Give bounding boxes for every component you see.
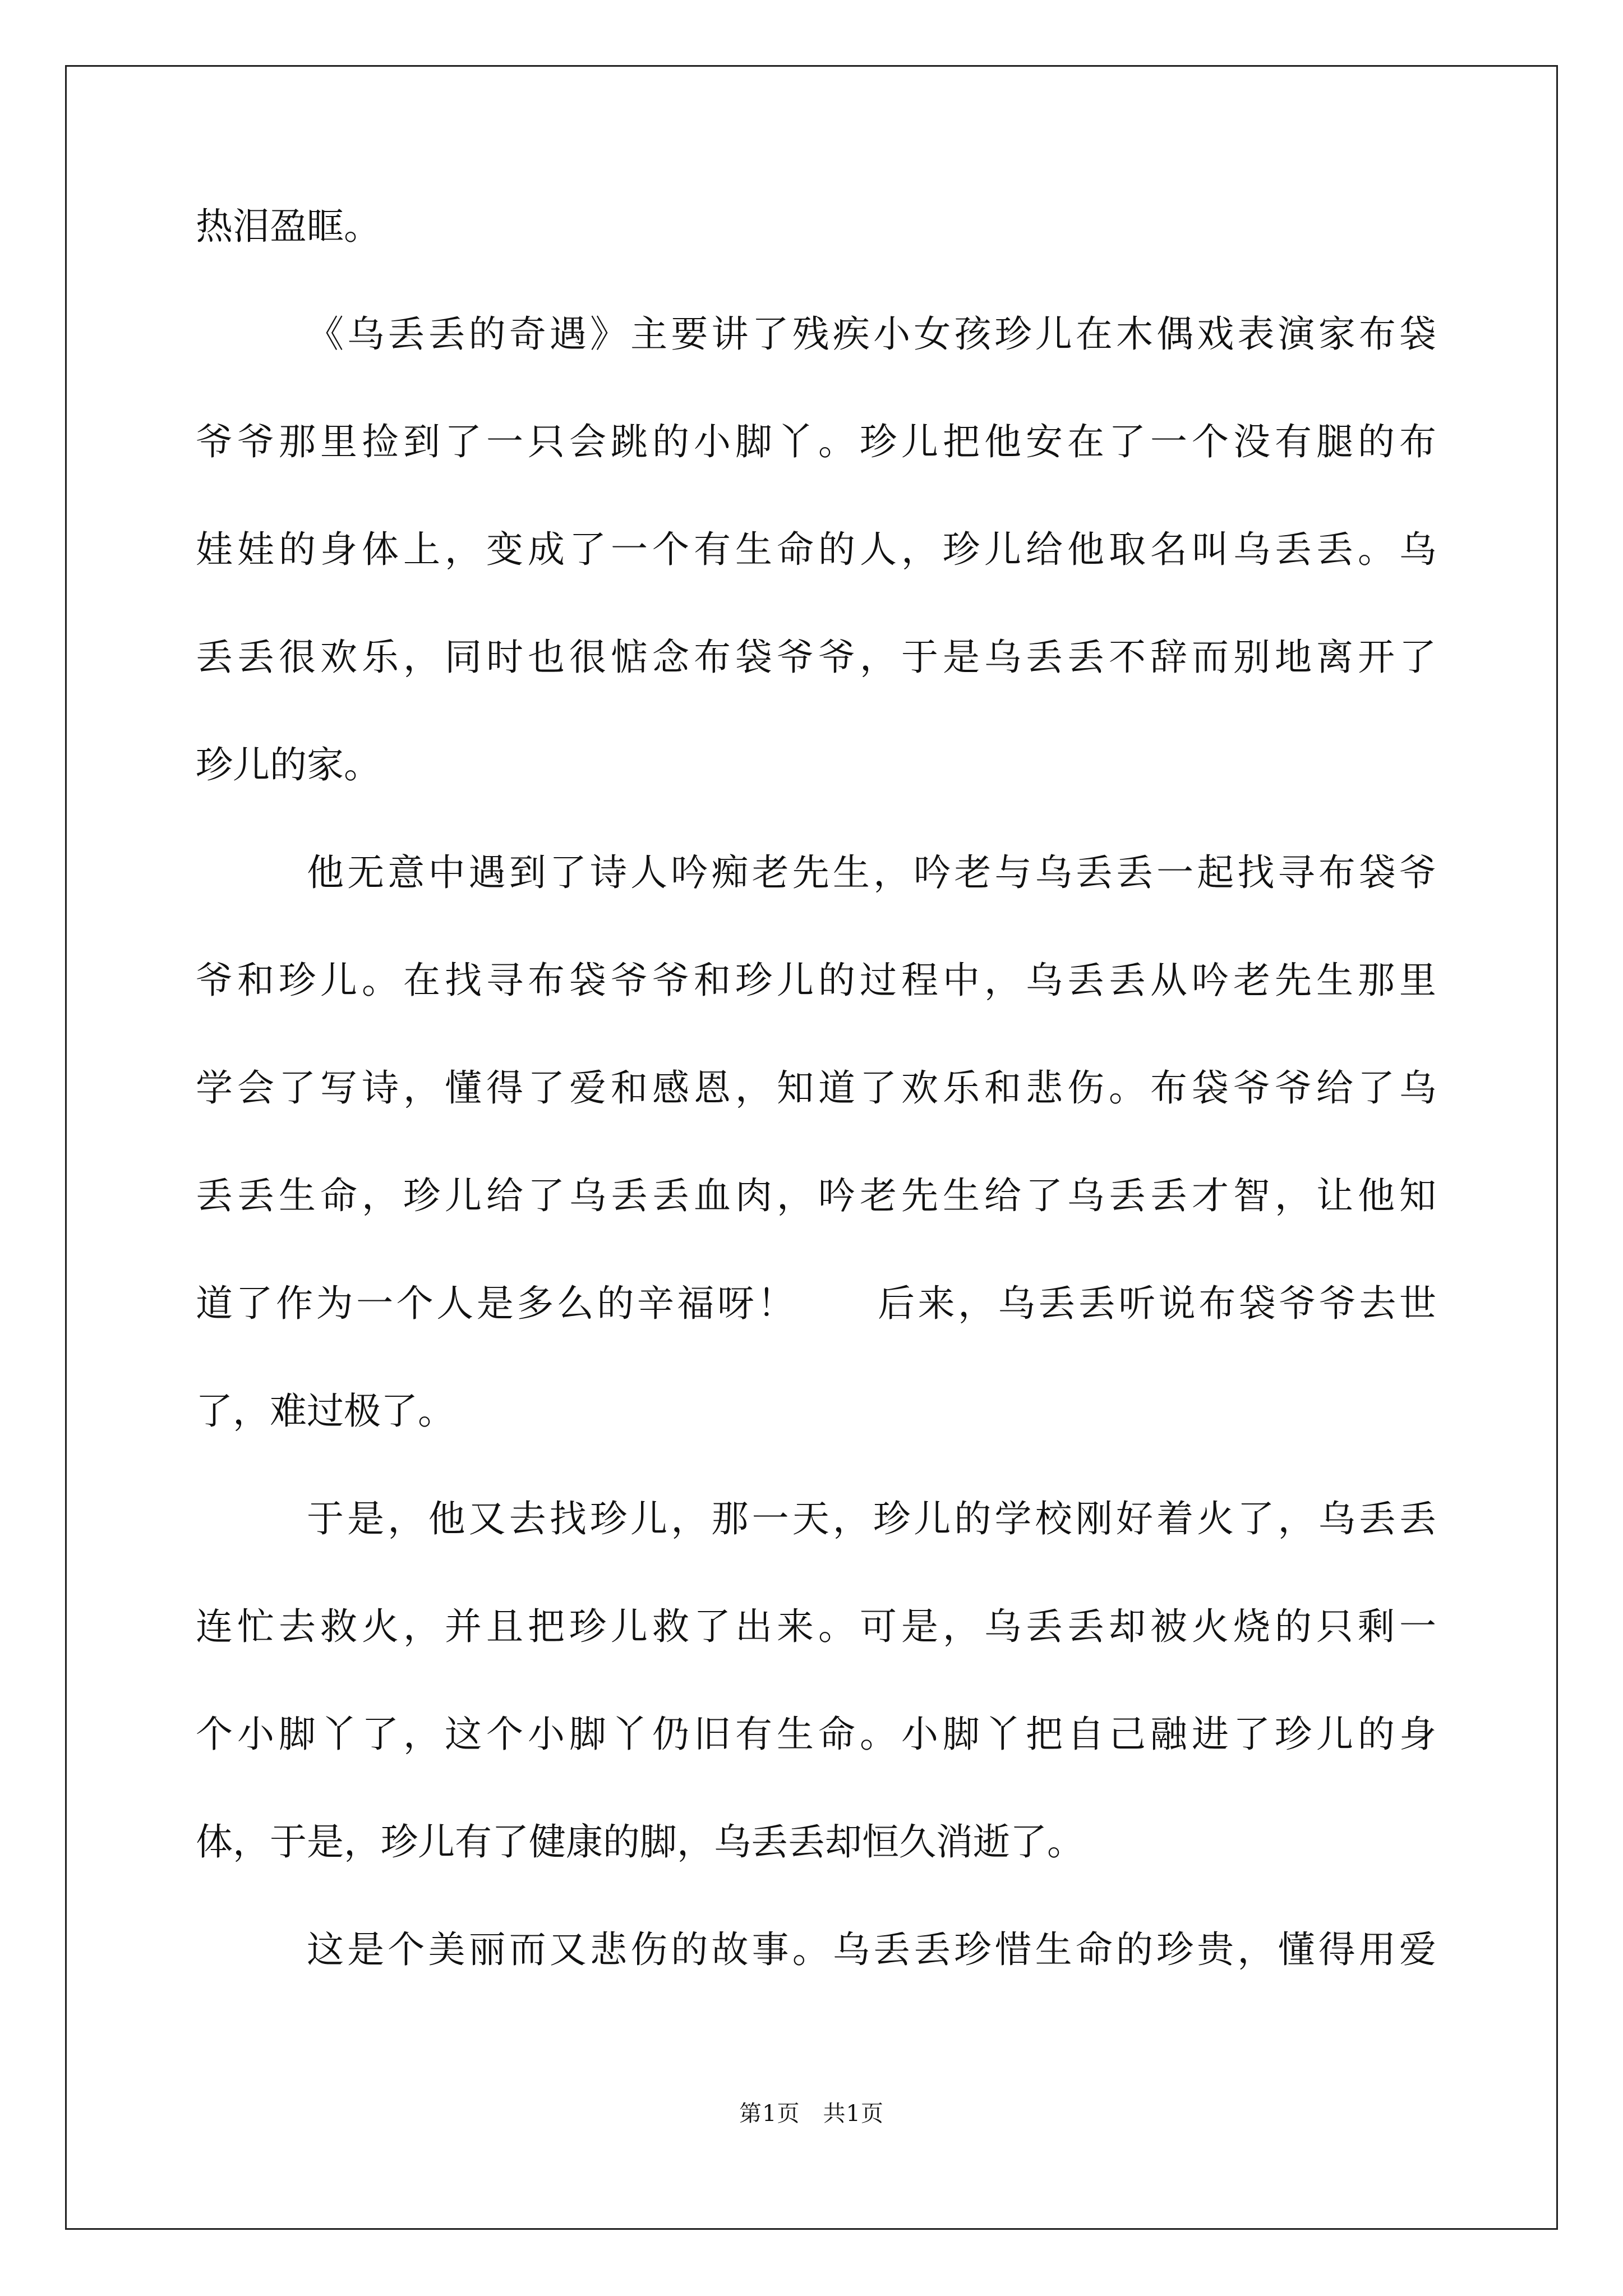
text-line: 丢丢很欢乐，同时也很惦念布袋爷爷，于是乌丢丢不辞而别地离开了 [196, 636, 1436, 679]
text-line: 爷和珍儿。在找寻布袋爷爷和珍儿的过程中，乌丢丢从吟老先生那里 [196, 959, 1436, 1002]
text-line: 爷爷那里捡到了一只会跳的小脚丫。珍儿把他安在了一个没有腿的布 [196, 420, 1436, 463]
text-line: 珍儿的家。 [196, 743, 381, 786]
text-line: 道了作为一个人是多么的辛福呀！ 后来，乌丢丢听说布袋爷爷去世 [196, 1282, 1436, 1325]
text-line: 个小脚丫了，这个小脚丫仍旧有生命。小脚丫把自己融进了珍儿的身 [196, 1713, 1436, 1756]
text-line: 了，难过极了。 [196, 1389, 455, 1433]
text-line: 体，于是，珍儿有了健康的脚，乌丢丢却恒久消逝了。 [196, 1820, 1084, 1864]
text-line: 于是，他又去找珍儿，那一天，珍儿的学校刚好着火了，乌丢丢 [307, 1497, 1436, 1540]
text-line: 《乌丢丢的奇遇》主要讲了残疾小女孩珍儿在木偶戏表演家布袋 [307, 312, 1436, 356]
text-line: 连忙去救火，并且把珍儿救了出来。可是，乌丢丢却被火烧的只剩一 [196, 1605, 1436, 1648]
text-line: 他无意中遇到了诗人吟痴老先生，吟老与乌丢丢一起找寻布袋爷 [307, 851, 1436, 894]
text-line: 热泪盈眶。 [196, 205, 381, 248]
document-body [196, 201, 1436, 2032]
text-line: 娃娃的身体上，变成了一个有生命的人，珍儿给他取名叫乌丢丢。乌 [196, 528, 1436, 571]
text-line: 丢丢生命，珍儿给了乌丢丢血肉，吟老先生给了乌丢丢才智，让他知 [196, 1174, 1436, 1217]
page-footer: 第1页 共1页 [739, 2101, 884, 2127]
text-line: 这是个美丽而又悲伤的故事。乌丢丢珍惜生命的珍贵，懂得用爱 [307, 1928, 1436, 1971]
text-line: 学会了写诗，懂得了爱和感恩，知道了欢乐和悲伤。布袋爷爷给了乌 [196, 1066, 1436, 1110]
